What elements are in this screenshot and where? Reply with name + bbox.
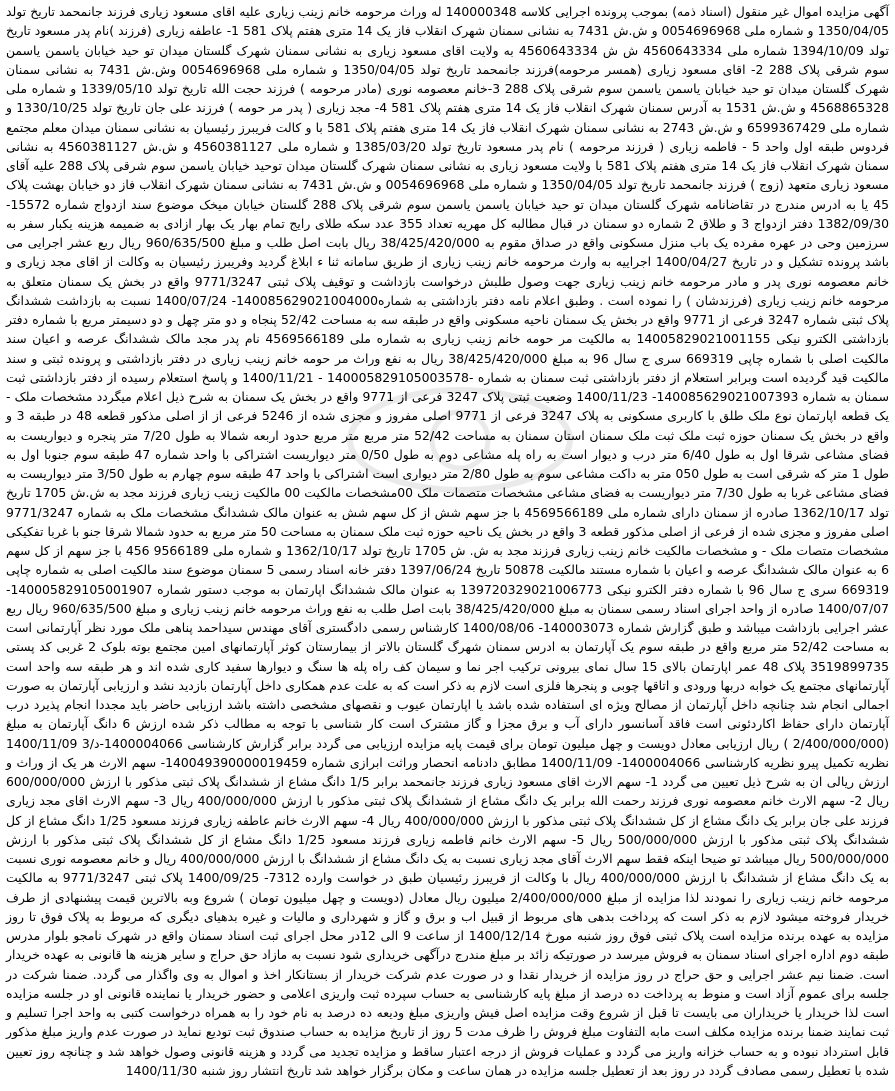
auction-notice-text: آگهی مزایده اموال غیر منقول (اسناد ذمه) بموجب پرونده اجرایی کلاسه 140000348 له وراث مرحومه خانم زینب زیاری علیه اقای مسعود زیاری فرزند جانمحمد تاریخ تولد 1350/04/05 و شماره ملی 0054696968 و ش.ش 7431 به نشانی سمنان شهرک انقلاب فاز یک 14 متری هفتم پلاک 581 1- عاطفه زیاری (فرزند )نام پدر مسعود تاریخ تولد 1394/10/09 شماره ملی 4560643334 ش ش 4560643334 به ولایت اقای مسعود زیاری به نشانی سمنان شهرک گلستان میدان تو حید خیابان یاسمن یاسمن سوم شرقی پلاک 288 2- اقای مسعود زیاری (همسر مرحومه)فرزند جانمحمد تاریخ تولد 1350/04/05 و شماره ملی 0054696968 وش.ش 7431 به نشانی سمنان شهرک گلستان میدان تو حید خیابان یاسمن یاسمن سوم شرقی پلاک 288 3-خانم معصومه نوری (مادر مرحومه ) فرزند حجت الله تاریخ تولد 1339/05/10 و شماره ملی 4568865328 و ش.ش 1531 به آدرس سمنان شهرک انقلاب فاز یک 14 متری هفتم پلاک 581 4- مجد زیاری ( پدر مر حومه ) فرزند علی جان تاریخ تولد 1330/10/25 و شماره ملی 6599367429 و ش.ش 2743 به نشانی سمنان شهرک انقلاب فاز یک 14 متری هفتم پلاک 581 با و کالت فریبرز رئیسیان به نشانی سمنان میدان معلم مجتمع فردوس طبقه اول واحد 5 - فاطمه زیاری ( فرزند مرحومه ) نام پدر مسعود تاریخ تولد 1385/03/20 و شماره ملی 4560381127 و ش.ش 4560381127 به نشانی سمنان شهرک انقلاب فاز یک 14 متری هفتم پلاک 581 با ولایت مسعود زیاری به نشانی سمنان شهرک گلستان میدان توحید خیابان یاسمن سوم شرقی پلاک 288 علیه آقای مسعود زیاری متعهد (زوج ) فرزند جانمحمد تاریخ تولد 1350/04/05 و شماره ملی 0054696968 و ش.ش 7431 به نشانی سمنان شهرک انقلاب فاز دو خیابان بهشت پلاک 45 یا به ادرس مندرج در تقاضانامه شهرک گلستان میدان تو حید خیابان یاسمن یاسمن سوم شرقی پلاک 288 گلستان خیابان میخک موضوع سند ازدواج شماره 15572- 1382/09/30 دفتر ازدواج 3 و طلاق 2 شماره دو سمنان در قبال مطالبه کل مهریه تعداد 355 عدد سکه طلای رایج تمام بهار یک بهار ازادی به ضمیمه هزینه یکبار سفر به سرزمین وحی در عهره مفرده یک باب منزل مسکونی واقع در صداق مقوم به 38/425/420/000 ریال بابت اصل طلب و مبلغ 960/635/500 ریال ربع عشر اجرایی می باشد پرونده تشکیل و در تاریخ 1400/04/27 اجراییه به وارث مرحومه خانم زینب زیاری از طریق سامانه ثنا ء ابلاغ گردید وفریبرز رئیسیان به وکالت از اقای مجد زیاری و خانم معصومه نوری پدر و مادر مرحومه خانم زینب زیاری جهت وصول طلبش درخواست بازداشت و توقیف پلاک ثبتی 9771/3247 واقع در بخش یک سمنان متعلق به مرحومه خانم زینب زیاری (فرزندشان ) را نموده است . وطبق اعلام نامه دفتر بازداشتی به شماره140085629021004000- 1400/07/24 نسبت به بازداشت ششدانگ پلاک ثبتی شماره 3247 فرعی از 9771 واقع در بخش یک سمنان ناحیه مسکونی واقع در طبقه سه به مساحت 52/42 پنجاه و دو متر چهل و دو دسیمتر مربع با شماره دفتر بازداشتی الکترو نیکی 14005829021001155 به مالکیت مر حومه خانم زینب زیاری به شماره ملی 4569566189 نام پدر مجد مالک ششدانگ عرصه و اعیان سند مالکیت اصلی با شماره چاپی 669319 سری ج سال 96 به مبلغ 38/425/420/000 ریال به نفع وراث مر حومه خانم زینب زیاری در دفتر بازداشتی و پرونده ثبتی و سند مالکیت قید گردیده است وبرابر استعلام از دفتر بازداشتی ثبت سمنان به شماره -140005829105003578 - 1400/11/21 و پاسخ استعلام رسیده از دفتر بازداشتی ثبت سمنان به شماره 140085629021007393- 1400/11/23 وضعیت ثبتی پلاک 3247 فرعی از 9771 واقع در بخش یک سمنان به شرح ذیل اعلام میگردد مشخصات ملک - یک قطعه اپارتمان نوع ملک طلق با کاربری مسکونی به پلاک 3247 فرعی از 9771 اصلی مفروز و مجزی شده از 5246 فرعی از از اصلی مذکور قطعه 48 در طبقه 3 و واقع در بخش یک سمنان حوزه ثبت ملک ثبت ملک سمنان استان سمنان به مساحت 52/42 متر مربع متر مربع حدود اربعه شمالا به طول 7/20 متر پنجره و دیواریست به فضای مشاعی شرقا اول به طول 6/40 متر درب و دیوار است به راه پله مشاعی دوم به طول 0/50 متر دیواریست اشتراکی با واحد شماره 47 طبقه سوم جنوبا اول به طول 1 متر که شرقی است به طول 050 متر به داکت مشاعی سوم به طول 2/80 متر دیواری است اشتراکی با واحد 47 طبقه سوم چهارم به طول 3/50 متر دیواریست به فضای مشاعی غربا به طول 7/30 متر دیواریست به فضای مشاعی مشخصات متصمات ملک 00مشخصات مالکیت 00 مالکیت زینب زیاری فرزند مجد به ش.ش 1705 تاریخ تولد 1362/10/17 صادره از سمنان دارای شماره ملی 4569566189 با جز سهم شش از کل سهم شش به عنوان مالک ششدانگ مشخصات ملک به شماره 9771/3247 اصلی مفروز و مجزی شده از فرعی از اصلی مذکور قطعه 3 واقع در بخش یک ناحیه حوزه ثبت ملک سمنان به مساحت 50 متر مربع به حدود شمالا شرقا جنو با غربا تفکیکی مشخصات متصات ملک - و مشخصات مالکیت خانم زینب زیاری فرزند مجد به ش. ش 1705 تاریخ تولد 1362/10/17 و شماره ملی 9566189 456 با جز سهم از کل سهم 6 به عنوان مالک ششدانگ عرصه و اعیان با شماره مستند مالکیت 50878 تاریخ 1397/06/24 دفتر خانه اسناد رسمی 5 سمنان موضوع سند مالکیت اصلی به شماره چاپی 669319 سری ج سال 96 با شماره دفتر الکترو نیکی 139720329021006773 به عنوان مالک ششدانگ اپارتمان به موجب دستور شماره 140005829105001907- 1400/07/07 صادره از واحد اجرای اسناد رسمی سمنان به مبلغ 38/425/420/000 بابت اصل طلب به نفع وراث مرحومه خانم زینب زیاری و مبلغ 960/635/500 ریال ربع عشر اجرایی بازداشت میباشد و طبق گزارش شماره 140003073- 1400/08/06 کارشناس رسمی دادگستری آقای مهندس سیداحمد پناهی ملک مورد نظر آپارتمانی است به مساحت 52/42 متر مربع واقع در طبقه سوم یک آپارتمان به ادرس سمنان شهرگ گلستان بالاتر از بیمارستان کوثر آپارتمانهای امین مجتمع بوته بلوک 2 غربی کد پستی 3519899735 پلاک 48 عمر اپارتمان بالای 15 سال نمای بیرونی ترکیب اجر نما و سیمان کف راه پله ها سنگ و دیوارها سفید کاری شده اند و هر طبقه سه واحد است آپارتمانهای مجتمع یک خوابه دربها ورودی و اتاقها چوبی و پنجرها فلزی است لازم به ذکر است که به علت عدم همکاری داخل آپارتمان بازدید نشد و ارزیابی آپارتمان به صورت اجمالی انجام شد چنانچه داخل آپارتمان از مصالح ویژه ای استفاده شده باشد یا اپارتمان عیوب و نقصهای مشخصی داشته باشد ارزیابی حاضر باید مجددا انجام پذیرد درب آپارتمان دارای حفاظ اکاردئونی است فاقد آسانسور دارای آب و برق مجزا و گاز مشترک است کار شناسی با توجه به مطالب ذکر شده ارزش 6 دانگ آپارتمان به مبلغ (2/400/000/000 ) ریال ارزیابی معادل دویست و چهل میلیون تومان برای قیمت پایه مزایده ارزیابی می گردد برابر گزارش کارشناسی 1400004066-د/3 1400/11/09 نظریه تکمیل پیرو نظریه کارشناسی 1400004066- 1400/11/09 مطابق دادنامه انحصار وراثت ابرازی شماره 140049390000019459- سهم الارث هر یک از وراث و ارزش ریالی ان به شرح ذیل تعیین می گردد 1- سهم الارث اقای مسعود زیاری فرزند جانمحمد برابر 1/5 دانگ مشاع از ششدانگ پلاک ثبتی مذکور با ارزش 600/000/000 ریال 2- سهم الارث خانم معصومه نوری فرزند رحمت الله برابر یک دانگ مشاع از ششدانگ پلاک ثبتی مذکور با ارزش 400/000/000 ریال 3- سهم الارث اقای مجد زیاری فرزند علی جان برابر یک دانگ مشاع از کل ششدانگ پلاک ثبتی مذکور با ارزش 400/000/000 ریال 4- سهم الارث خانم عاطفه زیاری فرزند مسعود 1/25 دانگ مشاع از کل ششدانگ پلاک ثبتی مذکور با ارزش 500/000/000 ریال 5- سهم الارث خانم فاطمه زیاری فرزند مسعود 1/25 دانگ مشاع از کل ششدانگ پلاک ثبتی مذکور با ارزش 500/000/000 ریال میباشد تو ضیحا اینکه فقط سهم الارث آقای مجد زیاری نسبت به یک دانگ مشاع از ششدانگ با ارزش 400/000/000 ریال و خانم معصومه نوری نسبت به یک دانگ مشاع از ششدانگ با ارزش 400/000/000 ریال با وکالت از فریبرز رئیسیان طبق در خواست وارده 7312- 1400/09/25 پلاک ثبتی 9771/3247 به مالکیت مرحومه خانم زینب زیاری را نمودند لذا مزایده از مبلغ 2/400/000/000 میلیون ریال معادل (دویست و چهل میلیون تومان ) شروع وبه بالاترین قیمت پیشنهادی از طرف خریدار فروخته میشود لازم به ذکر است که پرداخت بدهی های مربوط از قبیل اب و برق و گاز و شهرداری و مالیات و غیره بدهیای دیگری که مربوط به پلاک فوق تا روز مزایده به عهده برنده مزایده است پلاک ثبتی فوق روز شنبه مورخ 1400/12/14 از ساعت 9 الی 12در محل اجرای ثبت اسناد سمنان واقع در شهرک نامجو بلوار مدرس طبقه دوم اداره اجرای اسناد سمنان به فروش میرسد در صورتیکه زائد بر مبلغ مندرج درآگهی خریداری شود نسبت به مازاد حق حراج و سایر هزینه ها قانونی به عهده خریدار است. ضمنا نیم عشر اجرایی و حق حراج در روز مزایده از خریدار نقدا و در صورت عدم شرکت خریدار از بستانکار اخذ و اموال به وی واگذار می گردد. ضمنا شرکت در جلسه برای عموم آزاد است و منوط به پرداخت ده درصد از مبلغ پایه کارشناسی به حساب سپرده ثبت واریزی اعلامی و حضور خریدار یا نماینده قانونی او در جلسه مزایده است لذا خریدار یا خریداران می بایست تا قبل از شروع وقت مزایده اصل فیش واریزی مبلغ ودیعه ده درصد به نام خود را به همراه درخواست کتبی به واحد اجرا تسلیم و ثبت نمایند ضمنا برنده مزایده مکلف است مابه التفاوت مبلغ فروش را ظرف مدت 5 روز از تاریخ مزایده به حساب صندوق ثبت تودیع نماید در صورت عدم واریز مبلغ مذکور قابل استرداد نبوده و به حساب خزانه واریز می گردد و عملیات فروش از درجه اعتبار ساقط و مزایده تجدید می گردد و هزینه قانونی وصول خواهد شد و چنانچه روز تعیین شده با تعطیل رسمی مصادف گردد در روز بعد از تعطیل جلسه مزایده در همان ساعت و مکان برگزار خواهد شد تاریخ انتشار روز شنبه 1400/11/30 xyxy=(6,4,890,1078)
